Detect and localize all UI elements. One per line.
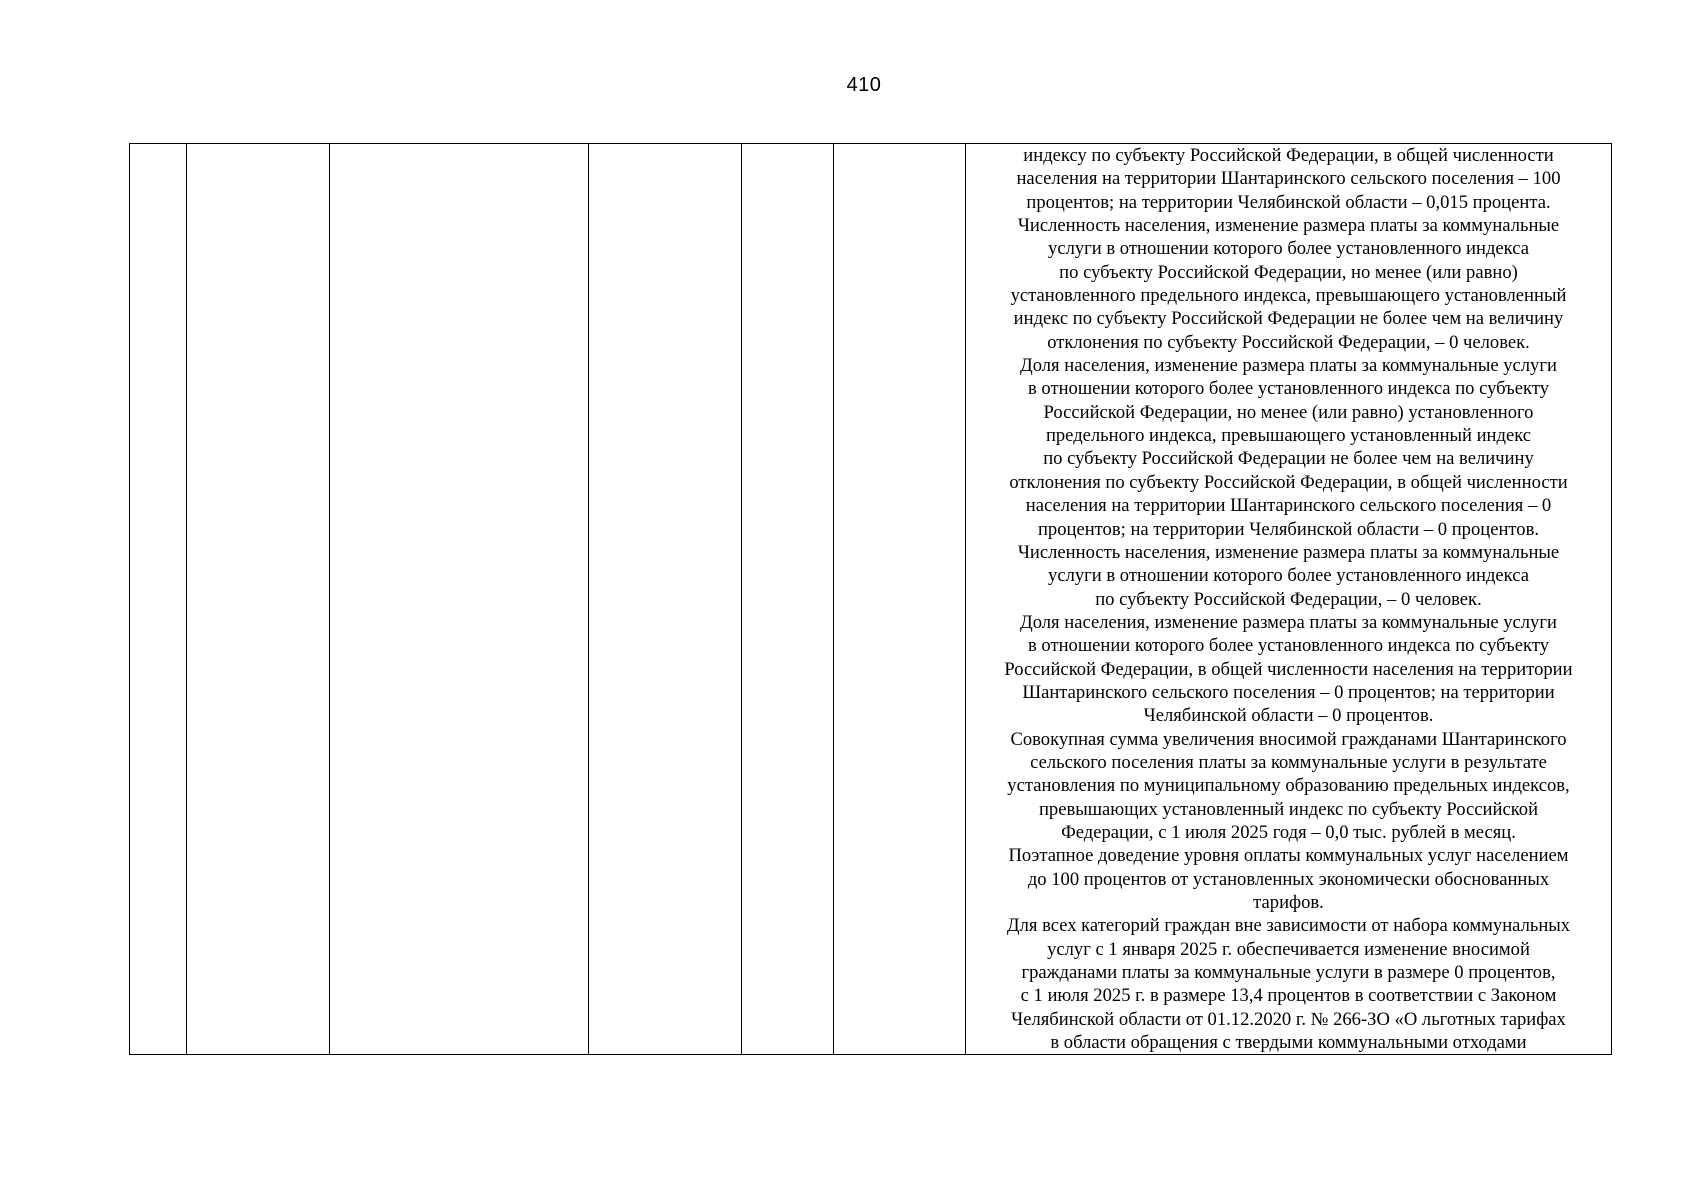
cell-text-line: Шантаринского сельского поселения – 0 процентов; на территории: [1022, 681, 1555, 703]
cell-text-line: процентов; на территории Челябинской области – 0 процентов.: [1037, 518, 1540, 540]
cell-text-line: Численность населения, изменение размера платы за коммунальные: [1017, 215, 1560, 237]
cell-text-line: Российской Федерации, в общей численности населения на территории: [1004, 658, 1573, 680]
cell-text-line: до 100 процентов от установленных экономически обоснованных: [1027, 868, 1550, 890]
cell-text-line: населения на территории Шантаринского сельского поселения – 100: [1016, 168, 1561, 190]
cell-text-line: с 1 июля 2025 г. в размере 13,4 процентов в соответствии с Законом: [1020, 985, 1557, 1007]
table-cell-3: [330, 144, 589, 1055]
cell-text-line: индекс по субъекту Российской Федерации не более чем на величину: [1013, 308, 1564, 330]
cell-text-line: по субъекту Российской Федерации, но менее (или равно): [1059, 261, 1518, 283]
cell-text-line: населения на территории Шантаринского сельского поселения – 0: [1025, 495, 1552, 517]
cell-text-line: сельского поселения платы за коммунальные услуги в результате: [1030, 751, 1547, 773]
table-row: [130, 144, 1612, 1055]
table-cell-description: [966, 144, 1612, 1055]
cell-text-line: по субъекту Российской Федерации, – 0 человек.: [1095, 588, 1482, 610]
page-number: 410: [846, 74, 882, 96]
table-cell-5: [742, 144, 834, 1055]
cell-text-line: отклонения по субъекту Российской Федерации, в общей численности: [1009, 471, 1568, 493]
cell-text-line: в области обращения с твердыми коммунальными отходами: [1050, 1032, 1527, 1054]
cell-text-line: Поэтапное доведение уровня оплаты коммунальных услуг населением: [1008, 845, 1569, 867]
table-cell-2: [187, 144, 330, 1055]
cell-text-line: услуги в отношении которого более установленного индекса: [1048, 238, 1529, 260]
document-table: [129, 143, 1612, 1055]
cell-text-line: Челябинской области от 01.12.2020 г. № 266-ЗО «О льготных тарифах: [1011, 1008, 1566, 1030]
cell-text-line: по субъекту Российской Федерации не более чем на величину: [1043, 448, 1534, 470]
cell-text-line: Федерации, с 1 июля 2025 годя – 0,0 тыс. рублей в месяц.: [1061, 821, 1516, 843]
cell-text-line: Доля населения, изменение размера платы за коммунальные услуги: [1020, 611, 1557, 633]
cell-text-line: превышающих установленный индекс по субъекту Российской: [1038, 798, 1539, 820]
cell-text-line: в отношении которого более установленного индекса по субъекту: [1027, 635, 1549, 657]
cell-text-line: услуг с 1 января 2025 г. обеспечивается изменение вносимой: [1047, 938, 1530, 960]
cell-text-line: предельного индекса, превышающего установленный индекс: [1045, 425, 1532, 447]
cell-text-line: индексу по субъекту Российской Федерации, в общей численности: [1023, 145, 1554, 166]
cell-text-line: процентов; на территории Челябинской области – 0,015 процента.: [1026, 191, 1551, 213]
cell-text-line: отклонения по субъекту Российской Федерации, – 0 человек.: [1047, 331, 1530, 353]
cell-text-line: установления по муниципальному образованию предельных индексов,: [1007, 775, 1570, 797]
table-cell-6: [834, 144, 966, 1055]
table-cell-number: [130, 144, 187, 1055]
cell-text-line: установленного предельного индекса, превышающего установленный: [1010, 285, 1567, 307]
cell-text-line: в отношении которого более установленного индекса по субъекту: [1027, 378, 1549, 400]
cell-text-line: Совокупная сумма увеличения вносимой гражданами Шантаринского: [1010, 728, 1567, 750]
cell-text-line: гражданами платы за коммунальные услуги в размере 0 процентов,: [1021, 962, 1556, 984]
cell-text-line: Челябинской области – 0 процентов.: [1143, 705, 1434, 727]
cell-text-line: Доля населения, изменение размера платы за коммунальные услуги: [1020, 355, 1557, 377]
cell-text-line: тарифов.: [1253, 892, 1324, 913]
table-cell-4: [589, 144, 742, 1055]
cell-text-line: Для всех категорий граждан вне зависимости от набора коммунальных: [1006, 915, 1571, 937]
cell-text-line: услуги в отношении которого более установленного индекса: [1048, 565, 1529, 587]
cell-text-line: Российской Федерации, но менее (или равно) установленного: [1043, 401, 1534, 423]
cell-text-line: Численность населения, изменение размера платы за коммунальные: [1017, 541, 1560, 563]
